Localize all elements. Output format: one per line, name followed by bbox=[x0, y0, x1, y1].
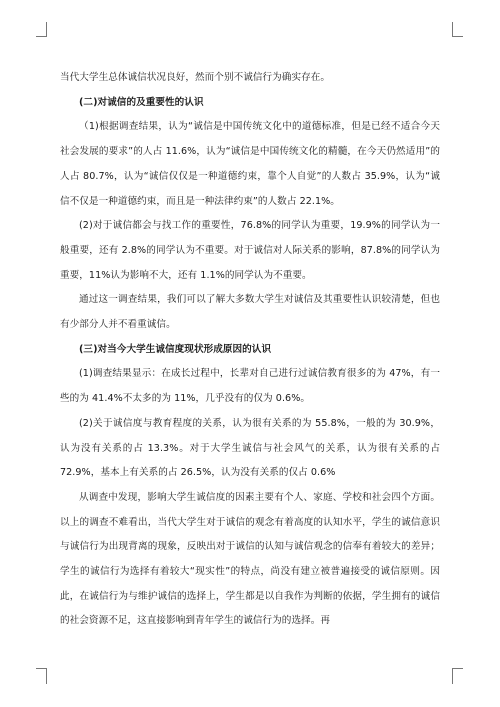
paragraph-causes-2: (2)关于诚信度与教育程度的关系，认为很有关系的为 55.8%，一般的为 30.9%，认为没有关系的占 13.3%。对于大学生诚信与社会风气的关系，认为很有关系的占 72.9%，基本上有关系的占 26.5%，认为没有关系的仅占 0.6% bbox=[60, 417, 440, 479]
paragraph-causes-1: (1)调查结果显示：在成长过程中，长辈对自己进行过诚信教育很多的为 47%，有一些的为 41.4%不太多的为 11%，几乎没有的仅为 0.6%。 bbox=[60, 368, 440, 405]
section-heading-causes: (三)对当今大学生诚信度现状形成原因的认识 bbox=[79, 343, 272, 355]
paragraph-status-summary: 当代大学生总体诚信状况良好，然而个别不诚信行为确实存在。 bbox=[60, 72, 331, 83]
document-body bbox=[60, 66, 440, 634]
paragraph-analysis: 从调查中发现，影响大学生诚信度的因素主要有个人、家庭、学校和社会四个方面。以上的调查不难看出，当代大学生对于诚信的观念有着高度的认知水平，学生的诚信意识与诚信行为出现背离的现象，反映出对于诚信的认知与诚信观念的信奉有着较大的差异；学生的诚信行为选择有着较大“现实性”的特点，尚没有建立被普遍接受的诚信原则。因此，在诚信行为与维护诚信的选择上，学生都是以自我作为判断的依据，学生拥有的诚信的社会资源不足，这直接影响到青年学生的诚信行为的选择。再 bbox=[60, 491, 440, 627]
section-heading-importance: (二)对诚信的及重要性的认识 bbox=[79, 96, 204, 108]
paragraph-survey-conclusion: 通过这一调查结果，我们可以了解大多数大学生对诚信及其重要性认识较清楚，但也有少部分人并不看重诚信。 bbox=[60, 294, 440, 331]
paragraph-survey-result-2: (2)对于诚信都会与找工作的重要性，76.8%的同学认为重要，19.9%的同学认为一般重要，还有 2.8%的同学认为不重要。对于诚信对人际关系的影响，87.8%的同学认为重要，11%认为影响不大，还有 1.1%的同学认为不重要。 bbox=[60, 220, 440, 281]
paragraph-survey-result-1: （1)根据调查结果，认为“诚信是中国传统文化中的道德标准，但是已经不适合今天社会发展的要求”的人占 11.6%，认为“诚信是中国传统文化的精髓，在今天仍然适用”的人占 80.7%，认为“诚信仅仅是一种道德约束，靠个人自觉”的人数占 35.9%，认为“诚信不仅是一种道德约束，而且是一种法律约束”的人数占 22.1%。 bbox=[60, 121, 440, 207]
